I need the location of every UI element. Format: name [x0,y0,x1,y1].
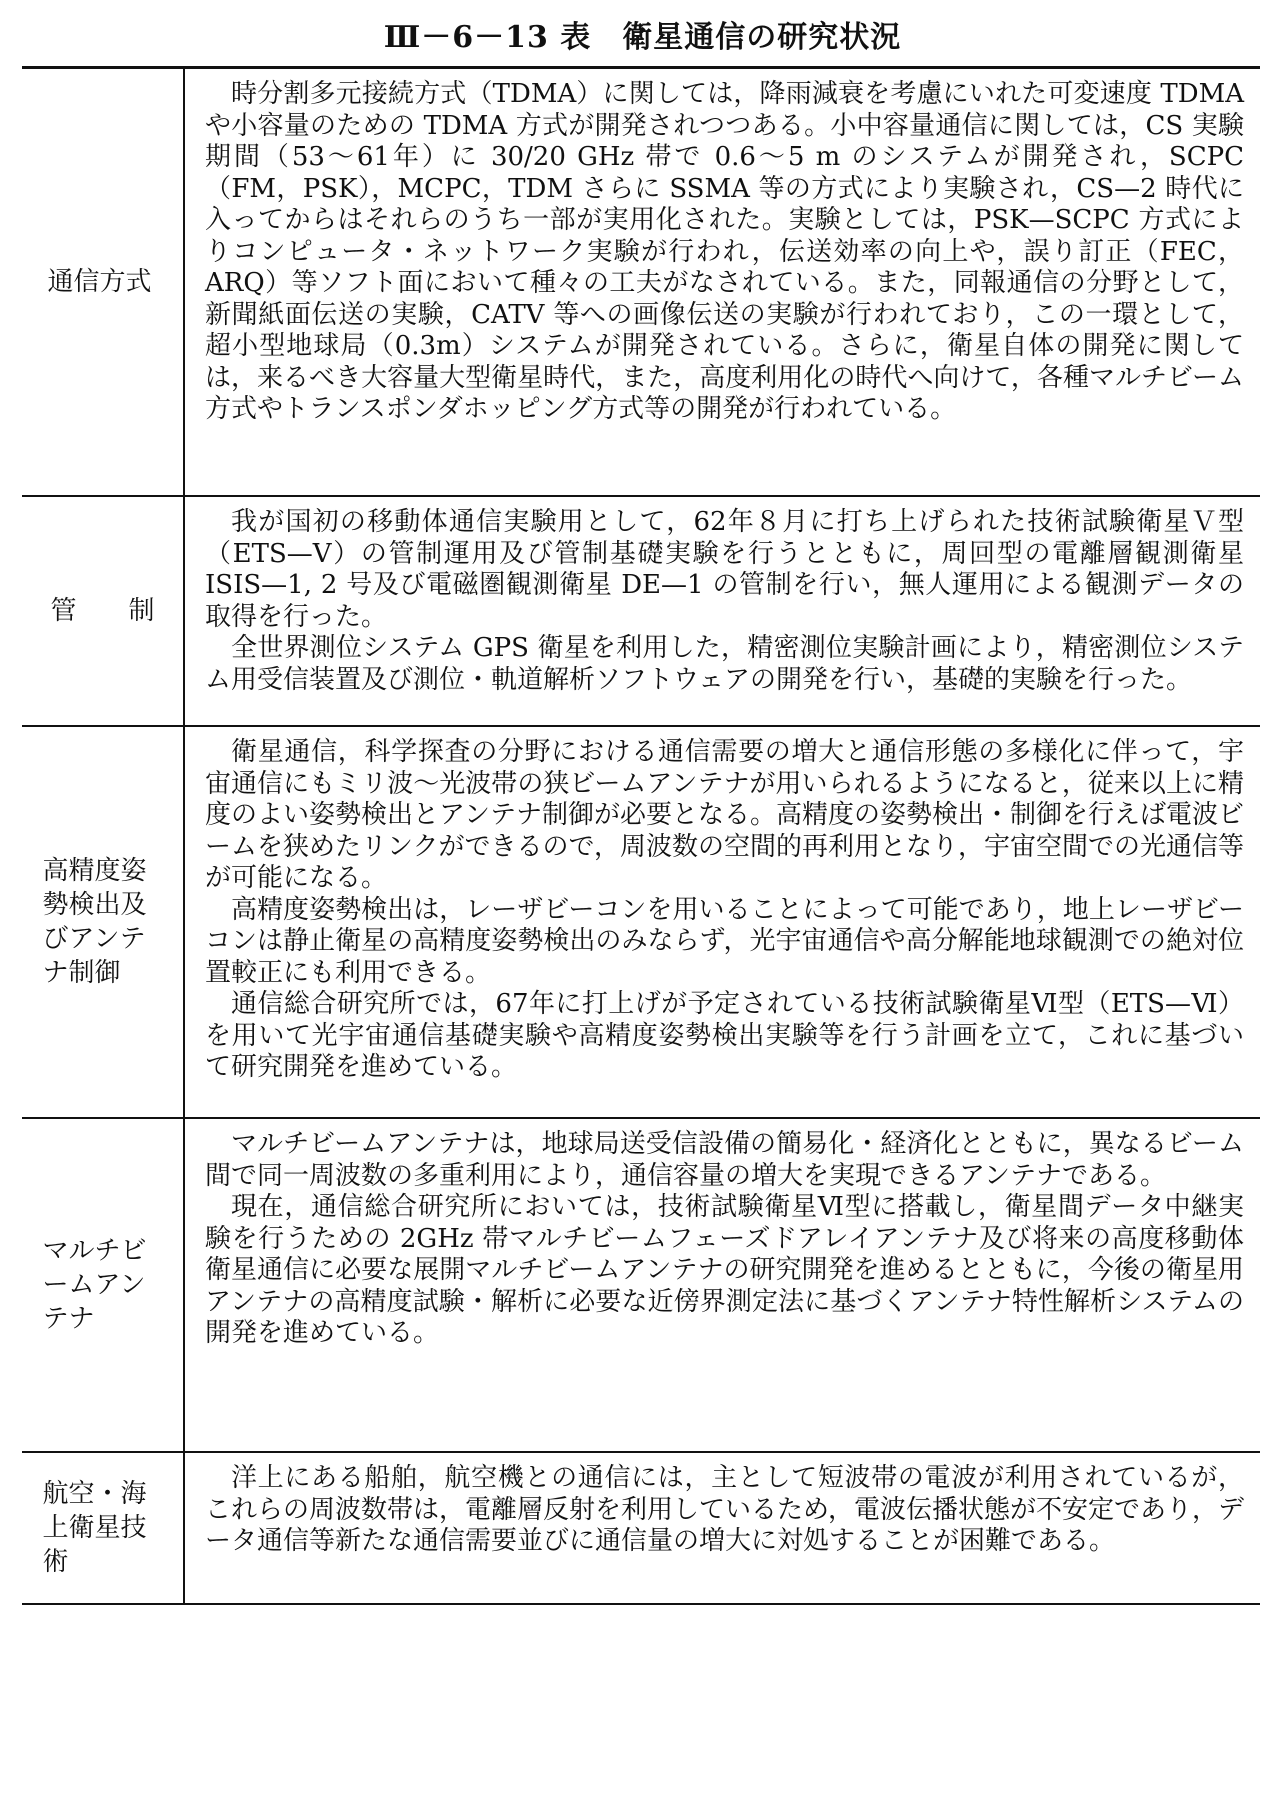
paragraph: 我が国初の移動体通信実験用として，62年８月に打ち上げられた技術試験衛星Ｖ型（ETS—V）の管制運用及び管制基礎実験を行うとともに，周回型の電離層観測衛星 ISIS—1, 2 号及び電磁圏観測衛星 DE—1 の管制を行い，無人運用による観測データの取得を行った。 [205,507,1244,632]
row-label [22,727,185,1117]
row-label [22,1453,185,1603]
table-row [22,69,1260,497]
table-row [22,1453,1260,1603]
paragraph: 衛星通信，科学探査の分野における通信需要の増大と通信形態の多様化に伴って，宇宙通信にもミリ波〜光波帯の狭ビームアンテナが用いられるようになると，従来以上に精度のよい姿勢検出とアンテナ制御が必要となる。高精度の姿勢検出・制御を行えば電波ビームを狭めたリンクができるので，周波数の空間的再利用となり，宇宙空間での光通信等が可能になる。 [205,737,1244,893]
row-label [22,1119,185,1451]
row-label-text: 通信方式 [47,267,152,297]
row-content [185,727,1260,1117]
row-content [185,1119,1260,1451]
paragraph: 現在，通信総合研究所においては，技術試験衛星Ⅵ型に搭載し，衛星間データ中継実験を行うための 2GHz 帯マルチビームフェーズドアレイアンテナ及び将来の高度移動体衛星通信に必要な展開マルチビームアンテナの研究開発を進めるとともに，今後の衛星用アンテナの高精度試験・解析に必要な近傍界測定法に基づくアンテナ特性解析システムの開発を進めている。 [205,1192,1244,1348]
row-label-text: 管 制 [50,596,155,626]
row-label-text: 高精度姿勢検出及びアンテナ制御 [42,856,147,988]
row-content [185,497,1260,725]
research-status-table [22,66,1260,1605]
row-label [22,69,185,495]
paragraph: 高精度姿勢検出は，レーザビーコンを用いることによって可能であり，地上レーザビーコンは静止衛星の高精度姿勢検出のみならず，光宇宙通信や高分解能地球観測での絶対位置較正にも利用できる。 [205,894,1244,988]
row-label-text: マルチビームアンテナ [42,1236,147,1334]
table-row [22,1119,1260,1453]
paragraph: マルチビームアンテナは，地球局送受信設備の簡易化・経済化とともに，異なるビーム間で同一周波数の多重利用により，通信容量の増大を実現できるアンテナである。 [205,1129,1244,1191]
table-row [22,497,1260,727]
paragraph: 時分割多元接続方式（TDMA）に関しては，降雨減衰を考慮にいれた可変速度 TDMA や小容量のための TDMA 方式が開発されつつある。小中容量通信に関しては，CS 実験期間（53〜61年）に 30/20 GHz 帯で 0.6〜5 m のシステムが開発され，SCPC（FM，PSK），MCPC，TDM さらに SSMA 等の方式により実験され，CS—2 時代に入ってからはそれらのうち一部が実用化された。実験としては，PSK—SCPC 方式によりコンピュータ・ネットワーク実験が行われ，伝送効率の向上や，誤り訂正（FEC，ARQ）等ソフト面において種々の工夫がなされている。また，同報通信の分野として，新聞紙面伝送の実験，CATV 等への画像伝送の実験が行われており，この一環として，超小型地球局（0.3m）システムが開発されている。さらに，衛星自体の開発に関しては，来るべき大容量大型衛星時代，また，高度利用化の時代へ向けて，各種マルチビーム方式やトランスポンダホッピング方式等の開発が行われている。 [205,79,1244,424]
row-label [22,497,185,725]
paragraph: 洋上にある船舶，航空機との通信には，主として短波帯の電波が利用されているが，これらの周波数帯は，電離層反射を利用しているため，電波伝播状態が不安定であり，データ通信等新たな通信需要並びに通信量の増大に対処することが困難である。 [205,1463,1244,1556]
row-content [185,1453,1260,1603]
paragraph: 全世界測位システム GPS 衛星を利用した，精密測位実験計画により，精密測位システム用受信装置及び測位・軌道解析ソフトウェアの開発を行い，基礎的実験を行った。 [205,633,1244,695]
table-row [22,727,1260,1119]
row-label-text: 航空・海上衛星技術 [42,1479,147,1577]
row-content [185,69,1260,495]
paragraph: 通信総合研究所では，67年に打上げが予定されている技術試験衛星Ⅵ型（ETS—Ⅵ）を用いて光宇宙通信基礎実験や高精度姿勢検出実験等を行う計画を立て，これに基づいて研究開発を進めている。 [205,989,1244,1082]
table-title: Ⅲ－6－13 表 衛星通信の研究状況 [383,20,902,55]
